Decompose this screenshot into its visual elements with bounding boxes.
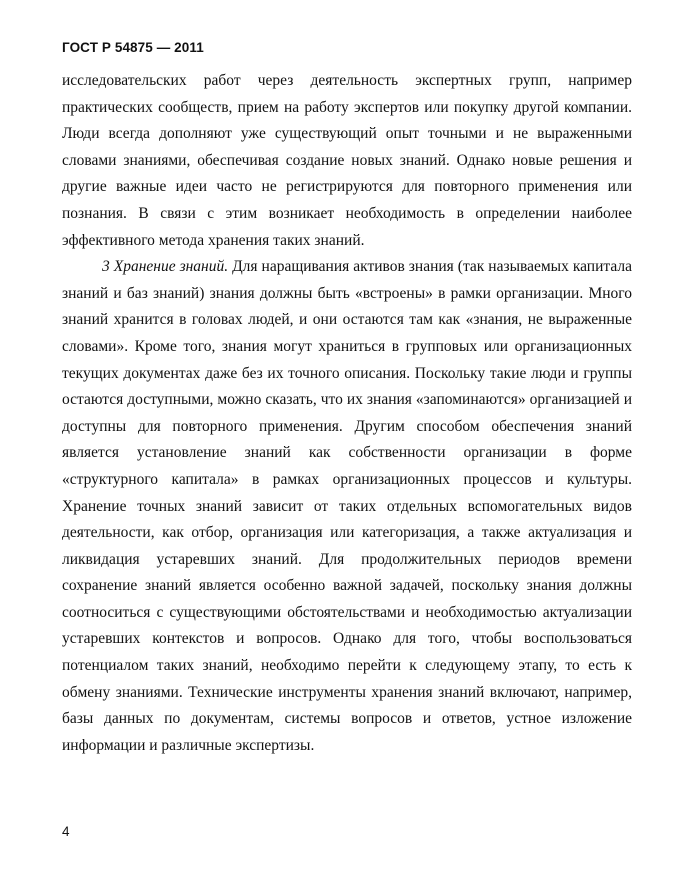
section-lead-heading: 3 Хранение знаний.	[102, 258, 229, 276]
document-body	[62, 68, 632, 759]
paragraph-text: Для наращивания активов знания (так называемых капитала знаний и баз знаний) знания должны быть «встроены» в рамки организации. Много знаний хранится в головах людей, и они остаются там как «знания, не выраженные словами». Кроме того, знания могут храниться в групповых или организационных текущих документах даже без их точного описания. Поскольку такие люди и группы остаются доступными, можно сказать, что их знания «запоминаются» организацией и доступны для повторного применения. Другим способом обеспечения знаний является установление знаний как собственности организации в форме «структурного капитала» в рамках организационных процессов и культуры. Хранение точных знаний зависит от таких отдельных вспомогательных видов деятельности, как отбор, организация или категоризация, а также актуализация и ликвидация устаревших знаний. Для продолжительных периодов времени сохранение знаний является особенно важной задачей, поскольку знания должны соотноситься с существующими обстоятельствами и необходимостью актуализации устаревших контекстов и вопросов. Однако для того, чтобы воспользоваться потенциалом таких знаний, необходимо перейти к следующему этапу, то есть к обмену знаниями. Технические инструменты хранения знаний включают, например, базы данных по документам, системы вопросов и ответов, устное изложение информации и различные экспертизы.	[62, 258, 632, 754]
paragraph-continuation: исследовательских работ через деятельность экспертных групп, например практических сообществ, прием на работу экспертов или покупку другой компании. Люди всегда дополняют уже существующий опыт точными и не выраженными словами знаниями, обеспечивая создание новых знаний. Однако новые решения и другие важные идеи часто не регистрируются для повторного применения или познания. В связи с этим возникает необходимость в определении наиболее эффективного метода хранения таких знаний.	[62, 72, 632, 249]
paragraph-knowledge-storage	[62, 254, 632, 759]
page-number: 4	[62, 824, 70, 839]
document-header: ГОСТ Р 54875 — 2011	[62, 40, 204, 55]
